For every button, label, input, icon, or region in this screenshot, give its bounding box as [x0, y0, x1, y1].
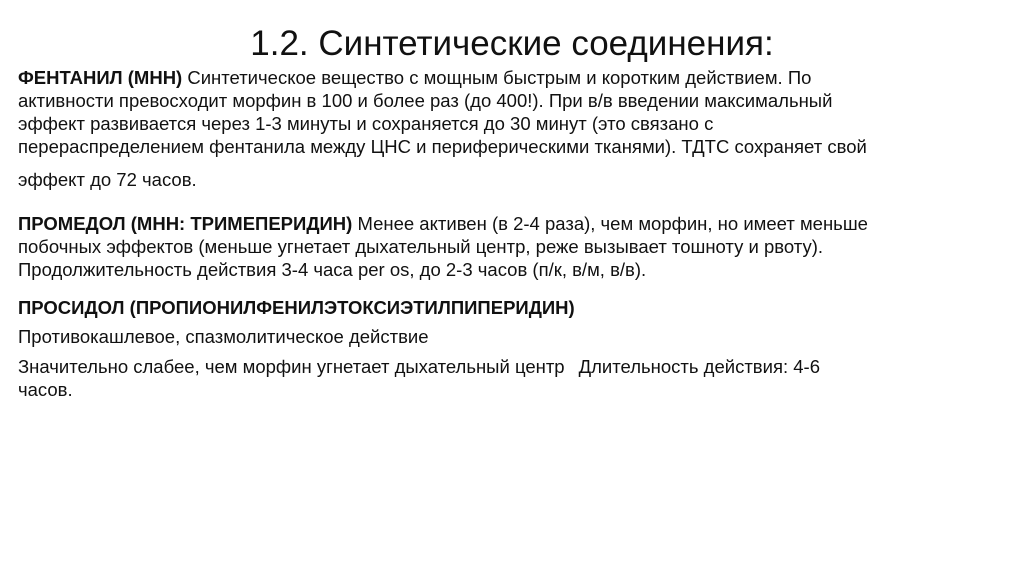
- fentanyl-line-4: перераспределением фентанила между ЦНС и периферическими тканями). ТДТС сохраняет свой: [18, 136, 867, 157]
- promedol-description-start: Менее активен (в 2-4 раза), чем морфин, но имеет меньше: [357, 213, 868, 234]
- prosidol-duration-end: часов.: [18, 379, 73, 400]
- prosidol-effect: Противокашлевое, спазмолитическое действие: [18, 326, 429, 347]
- fentanyl-term: ФЕНТАНИЛ (МНН): [18, 67, 183, 88]
- promedol-term: ПРОМЕДОЛ (МНН: ТРИМЕПЕРИДИН): [18, 213, 353, 234]
- fentanyl-line-2: активности превосходит морфин в 100 и более раз (до 400!). При в/в введении максимальный: [18, 90, 833, 111]
- promedol-line-2: побочных эффектов (меньше угнетает дыхательный центр, реже вызывает тошноту и рвоту).: [18, 236, 823, 257]
- fentanyl-description-start: Синтетическое вещество с мощным быстрым и коротким действием. По: [187, 67, 812, 88]
- fentanyl-line-5: эффект до 72 часов.: [18, 169, 197, 190]
- prosidol-paragraph: [18, 355, 1008, 401]
- fentanyl-line-1: [18, 66, 1008, 89]
- promedol-paragraph: [18, 212, 1008, 281]
- prosidol-line-1: [18, 355, 1008, 378]
- slide-title: 1.2. Синтетические соединения:: [250, 24, 774, 63]
- fentanyl-paragraph: [18, 66, 1008, 191]
- prosidol-respiration: Значительно слабее, чем морфин угнетает дыхательный центр: [18, 356, 565, 377]
- promedol-line-1: [18, 212, 1008, 235]
- fentanyl-line-3: эффект развивается через 1-3 минуты и сохраняется до 30 минут (это связано с: [18, 113, 714, 134]
- prosidol-duration: Длительность действия: 4-6: [578, 356, 820, 377]
- prosidol-term: ПРОСИДОЛ (ПРОПИОНИЛФЕНИЛЭТОКСИЭТИЛПИПЕРИДИН): [18, 297, 575, 318]
- promedol-line-3: Продолжительность действия 3-4 часа per os, до 2-3 часов (п/к, в/м, в/в).: [18, 259, 647, 280]
